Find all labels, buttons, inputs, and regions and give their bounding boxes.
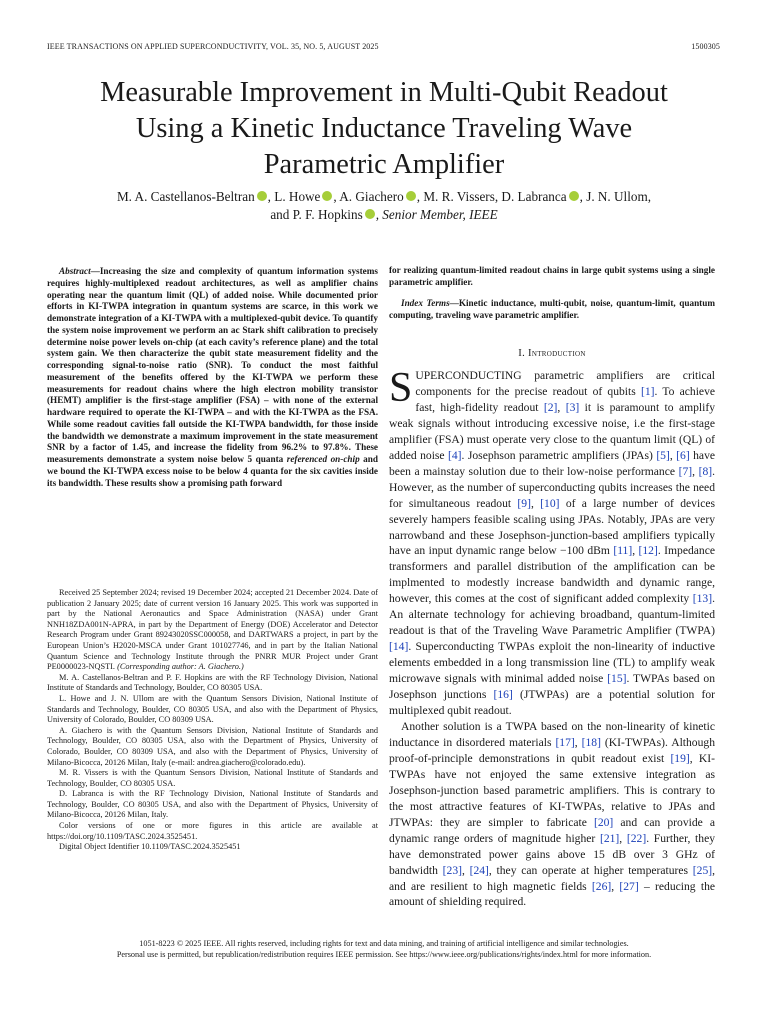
author-list — [40, 188, 728, 224]
citation-link[interactable]: [6] — [676, 448, 690, 462]
affiliation-note: M. R. Vissers is with the Quantum Sensors Division, National Institute of Standards and Technology, Boulder, CO 80305 USA. — [47, 768, 378, 788]
author-name: , M. R. Vissers, D. Labranca — [416, 189, 567, 204]
text-run: . To achieve fast, high-fidelity readout — [415, 384, 716, 414]
affiliation-note: A. Giachero is with the Quantum Sensors Division, National Institute of Standards and Technology, Boulder, CO 80305 USA, also with the Department of Physics, University of Colorado, Boulder, CO 80309 USA, and also with the Department of Physics, University of Milano-Bicocca, 20126 Milan, Italy (e-mail: andrea.giachero@colorado.edu). — [47, 725, 378, 767]
corresponding-author: (Corresponding author: A. Giachero.) — [117, 662, 244, 672]
citation-link[interactable]: [1] — [640, 384, 655, 398]
author-name: , L. Howe — [267, 189, 321, 204]
affiliation-note: L. Howe and J. N. Ullom are with the Quantum Sensors Division, National Institute of Standards and Technology, Boulder, CO 80305 USA, and also with the Department of Physics, University of Colorado, Boulder, CO 80309 USA. — [47, 693, 378, 725]
citation-link[interactable]: [19] — [670, 751, 690, 765]
citation-link[interactable]: [24] — [469, 863, 489, 877]
citation-link[interactable]: [18] — [581, 735, 601, 749]
citation-link[interactable]: [14] — [389, 640, 409, 654]
color-versions-note: Color versions of one or more figures in this article are available at https://doi.org/10.1109/TASC.2024.3525451. — [47, 821, 378, 841]
text-run: , — [632, 544, 639, 558]
text-run: UPERCONDUCTING parametric amplifiers are critical components for the precise readout of qubits — [415, 369, 715, 398]
text-run: , — [619, 831, 627, 845]
author-name: , A. Giachero — [333, 189, 404, 204]
author-membership: , Senior Member, IEEE — [375, 207, 498, 222]
orcid-icon[interactable] — [322, 191, 332, 201]
citation-link[interactable]: [26] — [591, 879, 612, 893]
text-run: . Superconducting TWPAs exploit the non-linearity of inductive elements embedded in a long transmission line (TL) to amplify weak microwave signals with minimal added noise — [389, 640, 715, 686]
text-run: , — [461, 863, 470, 877]
abstract-emphasis: referenced on-chip — [286, 454, 360, 464]
text-run: – reducing the amount of shielding required. — [389, 879, 716, 909]
text-run: (KI-TWPAs). Although proof-of-principle demonstrations in qubit readout exist — [389, 735, 715, 765]
citation-link[interactable]: [7] — [678, 464, 693, 478]
text-run: , — [557, 400, 566, 414]
text-run: , KI-TWPAs have not enjoyed the same extensive integration as Josephson-junction based parametric amplifiers. This is contrary to the most attractive features of KI-TWPAs, relative to JPAs and JTWPAs: they are simpler to fabricate — [389, 751, 715, 829]
journal-header: IEEE TRANSACTIONS ON APPLIED SUPERCONDUCTIVITY, VOL. 35, NO. 5, AUGUST 2025 — [47, 42, 379, 51]
page-number: 1500305 — [691, 42, 720, 51]
footnotes — [47, 588, 378, 853]
text-run: . TWPAs based on Josephson junctions — [389, 672, 715, 702]
citation-link[interactable]: [15] — [607, 672, 627, 686]
text-run: and can provide a dynamic range orders of magnitude higher — [389, 815, 716, 845]
text-run: of a large number of devices severely hampers feasible scaling using JPAs. Notably, JPAs are very narrowband and these Josephson-junction-based amplifiers typically have an input dynamic range below −100 dBm — [389, 496, 715, 558]
citation-link[interactable]: [8] — [698, 464, 713, 478]
abstract-label: Abstract — [59, 266, 91, 276]
section-title: Introduction — [528, 348, 586, 359]
copyright-footer — [30, 938, 738, 960]
citation-link[interactable]: [10] — [540, 496, 560, 510]
drop-cap: S — [389, 365, 413, 411]
citation-link[interactable]: [11] — [613, 544, 633, 558]
text-run: , — [692, 464, 699, 478]
orcid-icon[interactable] — [406, 191, 416, 201]
paper-title — [40, 75, 728, 183]
text-run: it is paramount to amplify weak signals without introducing excessive noise, i.e the first-stage amplifier (FSA) must operate very close to the quantum limit (QL) of added noise — [389, 400, 716, 462]
text-run: , — [669, 448, 677, 462]
text-run: . Impedance transformers and parallel distribution of the amplification can be implmented to modestly increase bandwidth and dynamic range, however, this comes at the cost of significant added complexity — [389, 544, 715, 606]
affiliation-note: M. A. Castellanos-Beltran and P. F. Hopkins are with the RF Technology Division, National Institute of Standards and Technology, Boulder, CO 80305 USA. — [47, 672, 378, 693]
text-run: have been a mainstay solution due to their low-noise performance — [389, 448, 716, 478]
introduction-body — [389, 365, 716, 910]
text-run: Another solution is a TWPA based on the non-linearity of kinetic inductance in disordered materials — [389, 719, 715, 749]
abstract-text: —Increasing the size and complexity of quantum information systems requires highly-multiplexed readout architectures, as well as amplifier chains operating near the quantum limit (QL) of added noise. While documented prior efforts in KI-TWPA integration in quantum systems are scarce, in this work we demonstrate integration of a KI-TWPA with a multiplexed-qubit device. To quantify the system noise improvement we perform an ac Stark shift calibration to precisely determine noise power levels on-chip (at each cavity’s reference plane) and the total system gain. We then characterize the qubit state measurement fidelity and the corresponding signal-to-noise ratio (SNR). To conduct the most faithful measurement of the benefits offered by the KI-TWPA we perform these measurements for readout chains where the high electron mobility transistor (HEMT) amplifier is the first-stage amplifier (FSA) – with none of the external hardware required to operate the KI-TWPA – and with the KI-TWPA as the FSA. While some readout cavities fall outside the KI-TWPA bandwidth, for those inside the bandwidth we demonstrate a maximum improvement in the state measurement SNR by a factor of 1.45, and increase the fidelity from 96.2% to 97.8%. These measurements demonstrate a system noise below 5 quanta — [47, 266, 378, 464]
text-run: , they can operate at higher temperatures — [488, 863, 693, 877]
citation-link[interactable]: [5] — [656, 448, 670, 462]
text-run: , — [574, 735, 582, 749]
citation-link[interactable]: [16] — [493, 688, 513, 702]
text-run: . Further, they have demonstrated power gains above 15 dB over 3 GHz of bandwidth — [389, 831, 716, 877]
orcid-icon[interactable] — [365, 209, 375, 219]
intro-paragraph — [389, 365, 716, 719]
author-name: M. A. Castellanos-Beltran — [116, 189, 255, 204]
citation-link[interactable]: [12] — [638, 544, 658, 558]
orcid-icon[interactable] — [257, 191, 267, 201]
affiliation-note: D. Labranca is with the RF Technology Division, National Institute of Standards and Technology, Boulder, CO 80305 USA, and also with the Department of Physics, University of Milano-Bicocca, 20126 Milan, Italy. — [47, 789, 378, 820]
title-line: Using a Kinetic Inductance Traveling Wave — [135, 113, 633, 144]
citation-link[interactable]: [27] — [619, 879, 639, 893]
citation-link[interactable]: [22] — [626, 831, 647, 845]
index-terms — [389, 298, 715, 322]
citation-link[interactable]: [13] — [692, 592, 713, 606]
orcid-icon[interactable] — [569, 191, 579, 201]
citation-link[interactable]: [25] — [692, 863, 713, 877]
citation-link[interactable]: [4] — [448, 448, 462, 462]
section-number: I. — [518, 348, 529, 359]
received-note: Received 25 September 2024; revised 19 December 2024; accepted 21 December 2024. Date of publication 2 January 2025; date of current version 16 January 2025. This work was supported in part by the National Aeronautics and Space Administration (NASA) under Grant NNH18ZDA001N-APRA, in part by the Department of Energy (DOE) Accelerator and Detector Research Program under Grant 89243020SSC000058, and DARTWARS a project, in part by the European Union’s H2020-MSCA under Grant 101027746, and in part by the Italian National Quantum Science and Technology Institute through the PNRR MUR Project under Grant PE0000023-NQSTI. — [47, 588, 378, 672]
citation-link[interactable]: [21] — [599, 831, 620, 845]
index-terms-text: —Kinetic inductance, multi-qubit, noise, quantum-limit, quantum computing, traveling wave parametric amplifier. — [389, 298, 716, 320]
citation-link[interactable]: [3] — [565, 400, 580, 414]
text-run: (JTWPAs) are a potential solution for multiplexed qubit readout. — [389, 688, 715, 718]
index-terms-label: Index Terms — [401, 298, 450, 308]
section-heading — [389, 348, 715, 359]
author-line — [40, 188, 728, 206]
text-run: . Josephson parametric amplifiers (JPAs) — [461, 448, 657, 462]
doi-note: Digital Object Identifier 10.1109/TASC.2024.3525451 — [59, 842, 241, 852]
citation-link[interactable]: [20] — [593, 815, 614, 829]
citation-link[interactable]: [2] — [543, 400, 558, 414]
author-line — [40, 206, 728, 224]
text-run: , — [530, 496, 541, 510]
title-line: Measurable Improvement in Multi-Qubit Readout — [100, 77, 668, 108]
intro-paragraph — [389, 719, 715, 910]
author-name: , J. N. Ullom, — [579, 189, 652, 204]
text-run: . An alternate technology for achieving broadband, quantum-limited readout is that of the Traveling Wave Parametric Amplifier (TWPA) — [389, 592, 715, 638]
citation-link[interactable]: [17] — [555, 735, 575, 749]
text-run: , and are resilient to high magnetic fields — [389, 863, 716, 893]
citation-link[interactable]: [9] — [517, 496, 531, 510]
abstract — [47, 266, 378, 489]
author-name: and P. F. Hopkins — [270, 207, 363, 222]
text-run: , — [611, 879, 620, 893]
abstract-continued: for realizing quantum-limited readout chains in large qubit systems using a single parametric amplifier. — [389, 265, 715, 287]
text-run: . However, as the number of superconducting qubits increases the need for simultaneous readout — [389, 464, 716, 510]
copyright-line: 1051-8223 © 2025 IEEE. All rights reserved, including rights for text and data mining, and training of artificial intelligence and similar technologies. — [139, 939, 629, 948]
abstract-text: and we bound the KI-TWPA excess noise to be below 4 quanta for the six cavities inside its bandwidth. These results show a promising path forward — [47, 454, 378, 488]
citation-link[interactable]: [23] — [442, 863, 462, 877]
title-line: Parametric Amplifier — [263, 149, 505, 180]
permission-line: Personal use is permitted, but republication/redistribution requires IEEE permission. See https://www.ieee.org/publications/rights/index.html for more information. — [116, 950, 652, 959]
